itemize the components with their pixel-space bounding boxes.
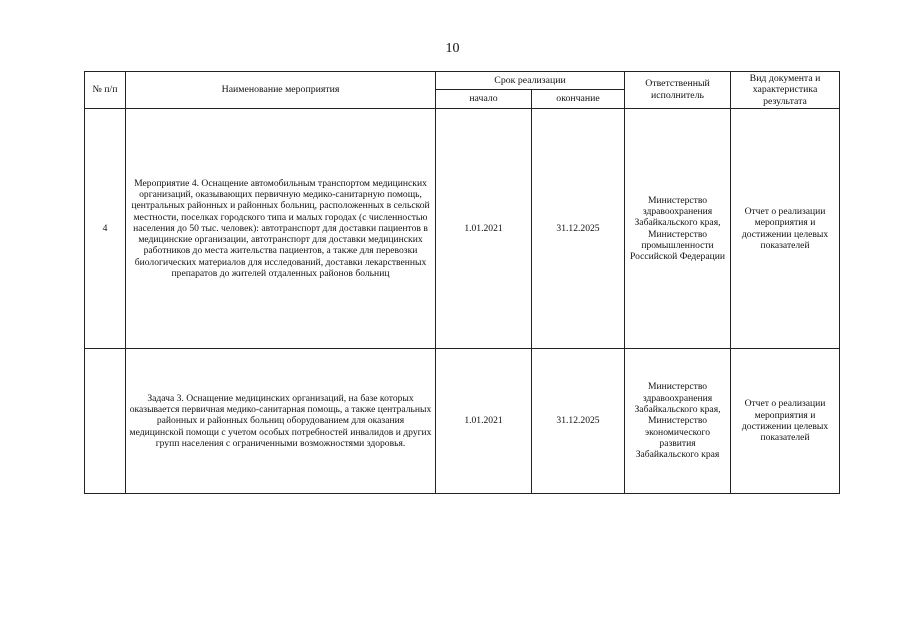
row-document: Отчет о реализации мероприятия и достижении целевых показателей <box>731 109 840 349</box>
page-number: 10 <box>445 41 460 56</box>
header-name: Наименование мероприятия <box>126 72 436 109</box>
header-responsible: Ответственный исполнитель <box>625 72 731 109</box>
row-end: 31.12.2025 <box>532 109 625 349</box>
activities-table <box>84 71 840 494</box>
header-start: начало <box>436 90 532 109</box>
header-period: Срок реализации <box>436 72 625 90</box>
row-document: Отчет о реализации мероприятия и достижении целевых показателей <box>731 349 840 494</box>
table-row <box>85 349 840 494</box>
row-responsible: Министерство здравоохранения Забайкальского края, Министерство экономического развития Забайкальского края <box>625 349 731 494</box>
row-start: 1.01.2021 <box>436 349 532 494</box>
row-start: 1.01.2021 <box>436 109 532 349</box>
table-row <box>85 109 840 349</box>
row-name: Задача 3. Оснащение медицинских организаций, на базе которых оказывается первичная медико-санитарная помощь, а также центральных районных и районных больниц оборудованием для оказания медицинской помощи с учетом особых потребностей инвалидов и других групп населения с ограниченными возможностями здоровья. <box>126 349 436 494</box>
row-num: 4 <box>85 109 126 349</box>
row-num <box>85 349 126 494</box>
header-num: № п/п <box>85 72 126 109</box>
row-end: 31.12.2025 <box>532 349 625 494</box>
header-document: Вид документа и характеристика результата <box>731 72 840 109</box>
header-end: окончание <box>532 90 625 109</box>
row-name: Мероприятие 4. Оснащение автомобильным транспортом медицинских организаций, оказывающих первичную медико-санитарную помощь, центральных районных и районных больниц, расположенных в сельской местности, поселках городского типа и малых городах (с численностью населения до 50 тыс. человек): автотранспорт для доставки пациентов в медицинские организации, автотранспорт для доставки медицинских работников до места жительства пациентов, а также для перевозки биологических материалов для исследований, доставки лекарственных препаратов до жителей отдаленных районов больниц <box>126 109 436 349</box>
row-responsible: Министерство здравоохранения Забайкальского края, Министерство промышленности Российской Федерации <box>625 109 731 349</box>
